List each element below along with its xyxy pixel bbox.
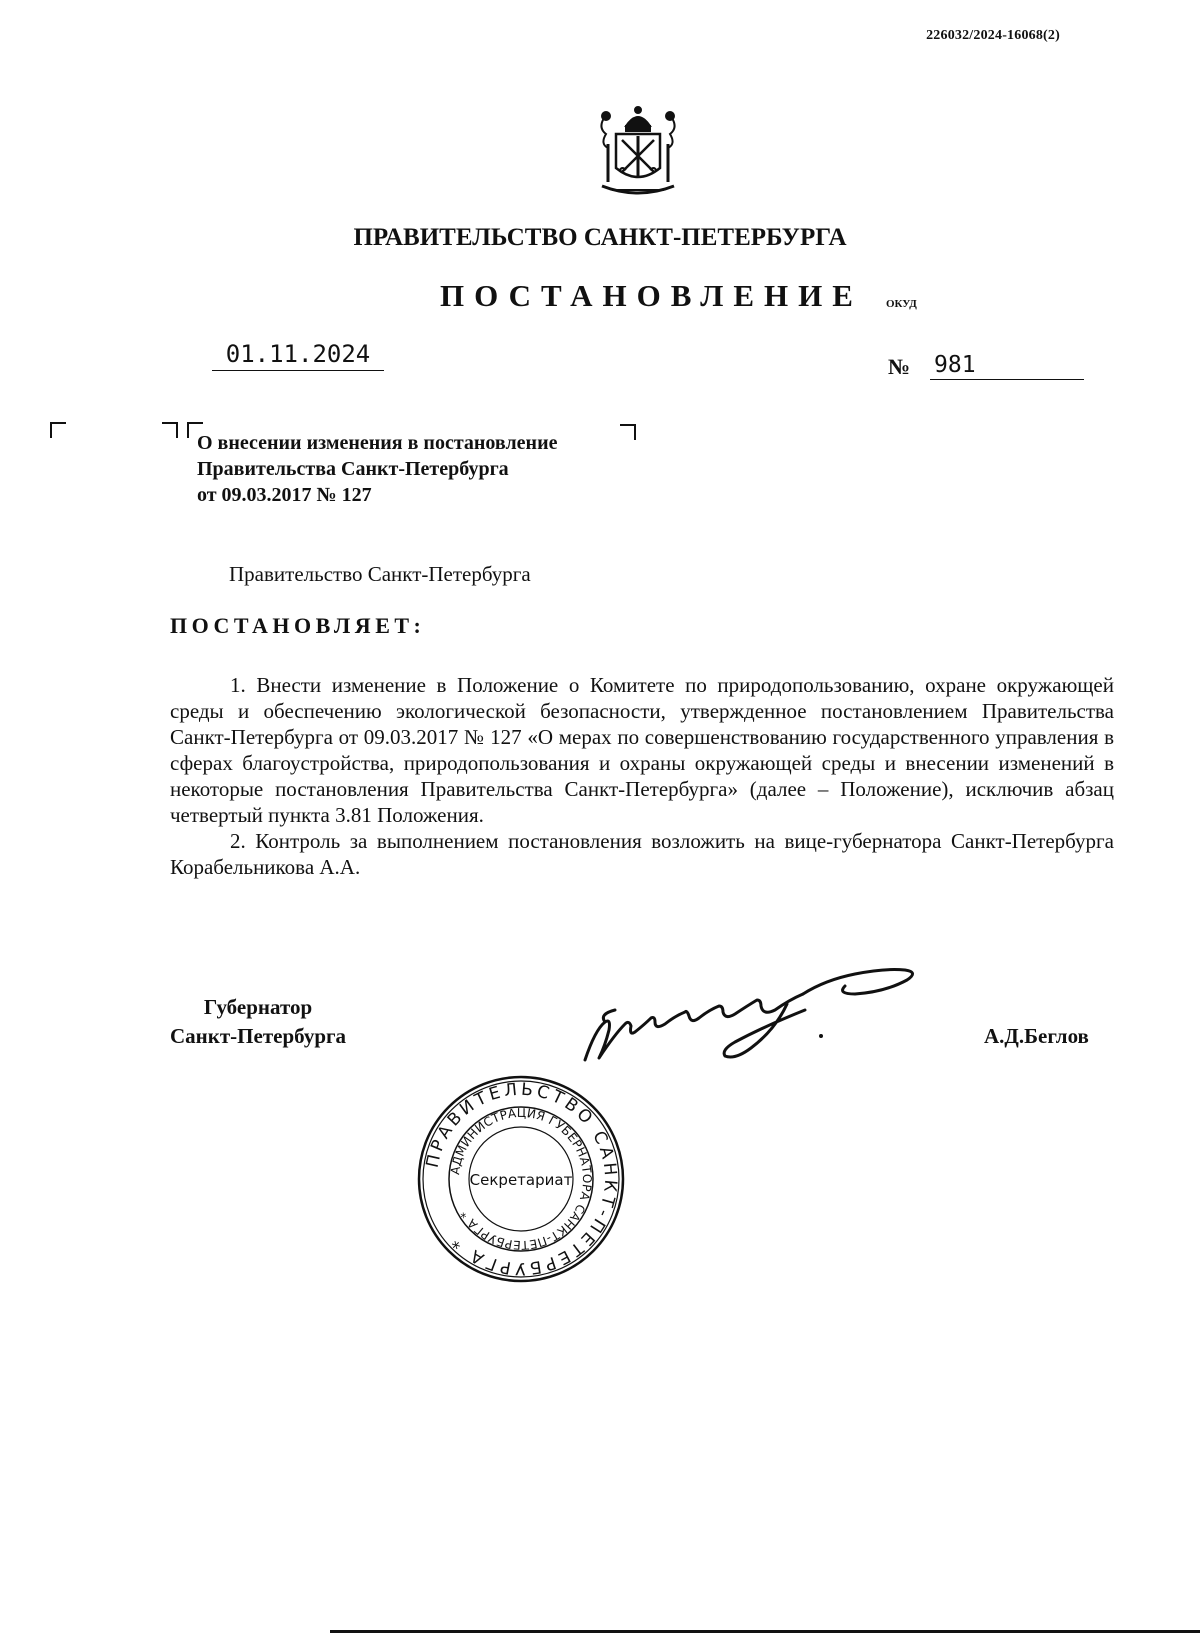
official-round-stamp	[416, 1074, 626, 1284]
document-type-heading: ПОСТАНОВЛЕНИЕ	[440, 278, 863, 313]
document-body	[170, 672, 1114, 880]
signatory-title-line: Губернатор	[203, 995, 313, 1019]
subject-line: О внесении изменения в постановление	[197, 432, 558, 454]
document-number: 981	[930, 352, 1084, 380]
paragraph: 1. Внести изменение в Положение о Комитете по природопользованию, охране окружающей среды и обеспечению экологической безопасности, утвержденное постановлением Правительства Санкт-Петербурга от 09.03.2017 № 127 «О мерах по совершенствованию государственного управления в сферах благоустройства, природопользования и охраны окружающей среды и внесении изменений в некоторые постановления Правительства Санкт-Петербурга» (далее – Положение), исключив абзац четвертый пункта 3.81 Положения.	[170, 673, 1114, 827]
svg-text:АДМИНИСТРАЦИЯ ГУБЕРНАТОРА САНК: АДМИНИСТРАЦИЯ ГУБЕРНАТОРА САНКТ-ПЕТЕРБУРГА *	[448, 1105, 595, 1253]
decree-heading: ПОСТАНОВЛЯЕТ:	[170, 613, 426, 638]
stamp-center-text: Секретариат	[469, 1171, 573, 1189]
document-registration-id: 226032/2024-16068(2)	[926, 28, 1060, 43]
signatory-name: А.Д.Беглов	[984, 1024, 1089, 1048]
document-subject	[197, 430, 557, 508]
footer-rule	[330, 1630, 1200, 1633]
government-title: ПРАВИТЕЛЬСТВО САНКТ-ПЕТЕРБУРГА	[353, 224, 847, 251]
number-sign: №	[888, 354, 911, 379]
paragraph: 2. Контроль за выполнением постановления возложить на вице-губернатора Санкт-Петербурга Корабельникова А.А.	[170, 829, 1114, 879]
preamble: Правительство Санкт-Петербурга	[229, 562, 531, 586]
corner-mark-subject-right	[620, 424, 636, 440]
subject-line: от 09.03.2017 № 127	[197, 484, 372, 506]
coat-of-arms-emblem	[596, 104, 680, 200]
okud-label: ОКУД	[886, 298, 917, 310]
subject-line: Правительства Санкт-Петербурга	[197, 458, 509, 480]
signatory-title-line: Санкт-Петербурга	[170, 1024, 347, 1048]
corner-mark-subject-left-outer	[162, 422, 178, 438]
signatory-title	[170, 993, 346, 1051]
svg-text:ПРАВИТЕЛЬСТВО САНКТ-ПЕТЕРБУРГА: ПРАВИТЕЛЬСТВО САНКТ-ПЕТЕРБУРГА *	[422, 1079, 621, 1279]
document-date: 01.11.2024	[212, 340, 384, 371]
handwritten-signature	[575, 960, 945, 1070]
corner-mark-left	[50, 422, 66, 438]
